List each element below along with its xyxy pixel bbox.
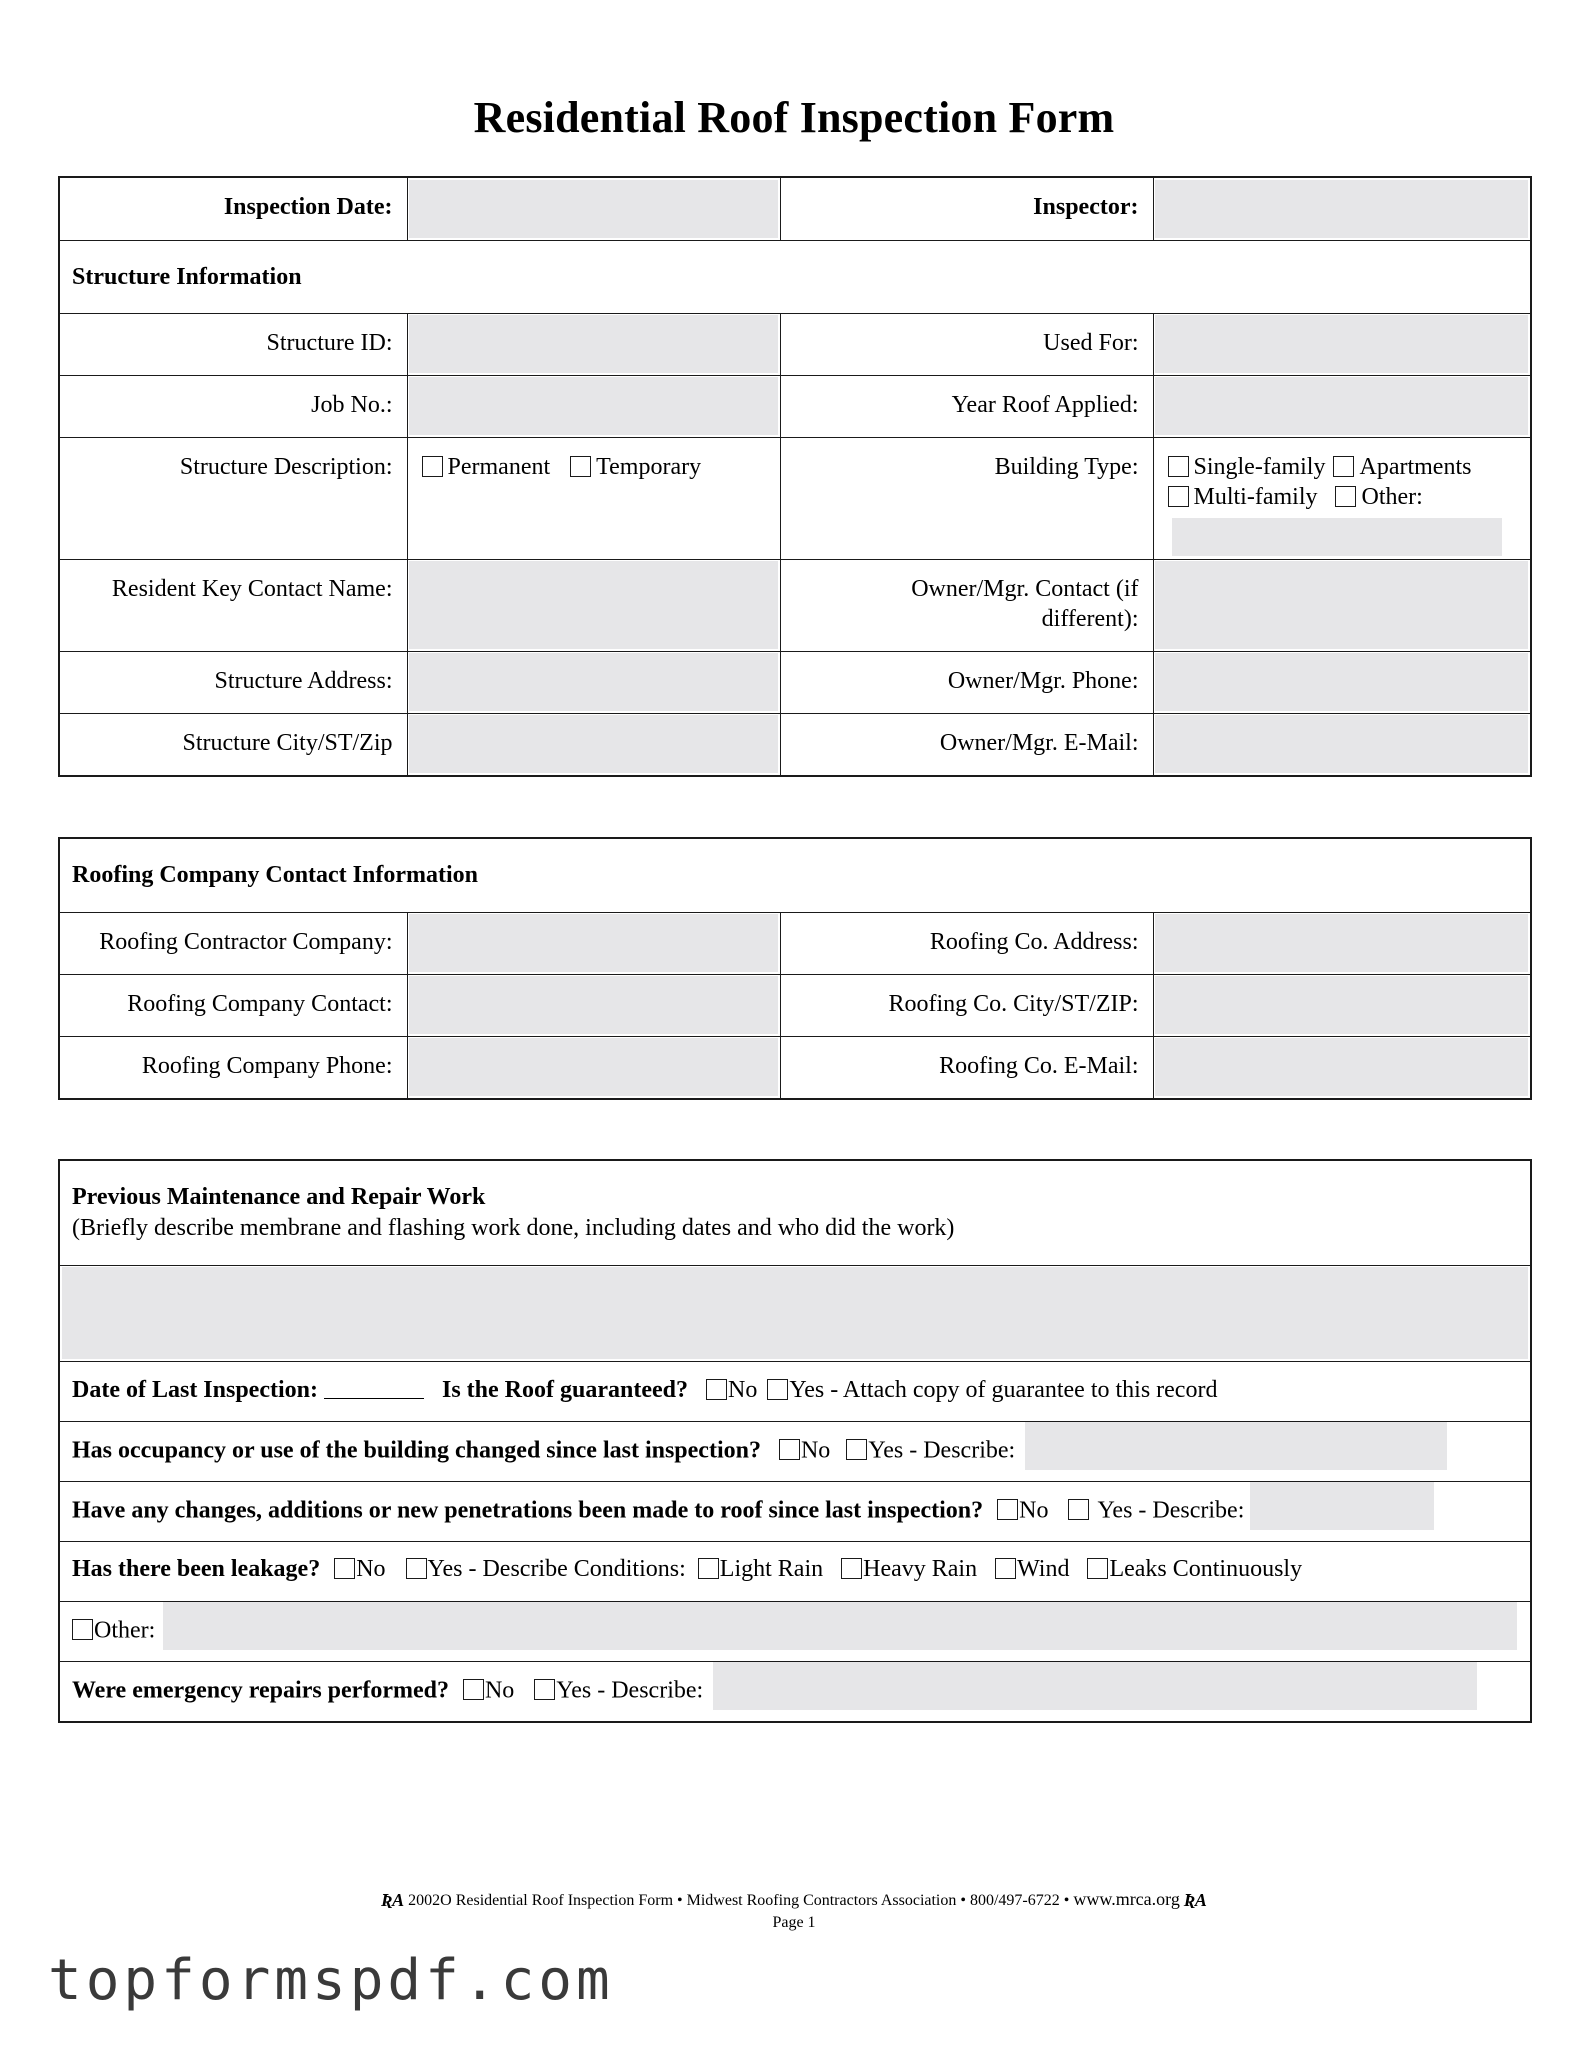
roofing-contact-label: Roofing Company Contact: [60, 974, 407, 1036]
emergency-question: Were emergency repairs performed? [72, 1677, 449, 1704]
multi-family-checkbox[interactable] [1168, 486, 1189, 507]
permanent-label: Permanent [447, 453, 551, 480]
changes-no-label: No [1019, 1497, 1049, 1524]
footer-line: 2002O Residential Roof Inspection Form • Midwest Roofing Contractors Association • 800/497-6722 • [408, 1892, 1070, 1909]
roofing-company-field[interactable] [407, 912, 780, 974]
occupancy-describe-field[interactable] [1025, 1422, 1447, 1470]
owner-email-field[interactable] [1153, 713, 1530, 775]
roofing-address-field[interactable] [1153, 912, 1530, 974]
guaranteed-no-label: No [728, 1376, 758, 1403]
other-leak-label: Other: [94, 1617, 156, 1644]
emergency-no-label: No [484, 1677, 515, 1704]
changes-question: Have any changes, additions or new penetrations been made to roof since last inspection? [72, 1497, 984, 1524]
occupancy-question: Has occupancy or use of the building changed since last inspection? [72, 1437, 761, 1464]
roofing-phone-field[interactable] [407, 1036, 780, 1098]
structure-city-field[interactable] [407, 713, 780, 775]
leaks-continuously-label: Leaks Continuously [1109, 1555, 1303, 1582]
temporary-checkbox[interactable] [570, 456, 591, 477]
watermark: topformspdf.com [48, 1948, 614, 2013]
single-family-checkbox[interactable] [1168, 456, 1189, 477]
leakage-question: Has there been leakage? [72, 1555, 321, 1582]
changes-row [60, 1481, 1530, 1541]
other-leak-checkbox[interactable] [72, 1619, 93, 1640]
single-family-label: Single-family [1193, 453, 1326, 480]
roofing-contact-field[interactable] [407, 974, 780, 1036]
occupancy-no-label: No [800, 1437, 831, 1464]
resident-contact-label: Resident Key Contact Name: [60, 559, 407, 651]
job-no-field[interactable] [407, 375, 780, 437]
roofing-phone-label: Roofing Company Phone: [60, 1036, 407, 1098]
last-inspection-row [60, 1361, 1530, 1421]
other-building-checkbox[interactable] [1335, 486, 1356, 507]
structure-section [58, 176, 1532, 777]
heavy-rain-label: Heavy Rain [863, 1555, 978, 1582]
guaranteed-yes-checkbox[interactable] [767, 1379, 788, 1400]
other-leak-field[interactable] [163, 1602, 1517, 1650]
light-rain-checkbox[interactable] [698, 1558, 719, 1579]
wind-label: Wind [1017, 1555, 1070, 1582]
guaranteed-question: Is the Roof guaranteed? [442, 1376, 688, 1403]
occupancy-yes-label: Yes - Describe: [868, 1437, 1016, 1464]
roofing-company-label: Roofing Contractor Company: [60, 912, 407, 974]
structure-city-label: Structure City/ST/Zip [60, 713, 407, 775]
multi-family-label: Multi-family [1193, 483, 1318, 510]
roofing-address-label: Roofing Co. Address: [780, 912, 1153, 974]
maintenance-heading: Previous Maintenance and Repair Work [72, 1184, 486, 1210]
light-rain-label: Light Rain [719, 1555, 824, 1582]
year-roof-field[interactable] [1153, 375, 1530, 437]
footer-url[interactable]: www.mrca.org [1073, 1889, 1180, 1909]
owner-contact-field[interactable] [1153, 559, 1530, 651]
other-row [60, 1601, 1530, 1661]
maintenance-heading-cell [60, 1161, 1530, 1265]
last-inspection-label: Date of Last Inspection: [72, 1376, 318, 1403]
apartments-label: Apartments [1359, 453, 1472, 480]
inspection-date-field[interactable] [407, 178, 780, 240]
emergency-describe-field[interactable] [713, 1662, 1477, 1710]
owner-email-label: Owner/Mgr. E-Mail: [780, 713, 1153, 775]
changes-describe-field[interactable] [1250, 1482, 1434, 1530]
inspector-field[interactable] [1153, 178, 1530, 240]
mrca-logo-icon: ƦA [381, 1890, 405, 1910]
structure-description-options [407, 437, 780, 559]
form-title: Residential Roof Inspection Form [473, 93, 1115, 142]
leaks-continuously-checkbox[interactable] [1087, 1558, 1108, 1579]
mrca-logo-icon-right: ƦA [1183, 1890, 1207, 1910]
building-type-label: Building Type: [780, 437, 1153, 559]
roofing-city-label: Roofing Co. City/ST/ZIP: [780, 974, 1153, 1036]
used-for-field[interactable] [1153, 313, 1530, 375]
leakage-yes-label: Yes - Describe Conditions: [427, 1555, 686, 1582]
permanent-checkbox[interactable] [422, 456, 443, 477]
job-no-label: Job No.: [60, 375, 407, 437]
other-building-label: Other: [1361, 483, 1423, 510]
wind-checkbox[interactable] [995, 1558, 1016, 1579]
emergency-no-checkbox[interactable] [463, 1679, 484, 1700]
guaranteed-no-checkbox[interactable] [706, 1379, 727, 1400]
maintenance-section [58, 1159, 1532, 1723]
roofing-section [58, 837, 1532, 1100]
maintenance-subheading: (Briefly describe membrane and flashing work done, including dates and who did the work) [72, 1215, 955, 1241]
structure-id-field[interactable] [407, 313, 780, 375]
apartments-checkbox[interactable] [1333, 456, 1354, 477]
roofing-heading: Roofing Company Contact Information [60, 839, 1530, 912]
emergency-yes-label: Yes - Describe: [556, 1677, 704, 1704]
inspector-label: Inspector: [780, 178, 1153, 240]
resident-contact-field[interactable] [407, 559, 780, 651]
emergency-row [60, 1661, 1530, 1721]
year-roof-label: Year Roof Applied: [780, 375, 1153, 437]
structure-address-field[interactable] [407, 651, 780, 713]
occupancy-yes-checkbox[interactable] [846, 1439, 867, 1460]
owner-phone-field[interactable] [1153, 651, 1530, 713]
structure-description-label: Structure Description: [60, 437, 407, 559]
other-building-field[interactable] [1172, 518, 1502, 556]
owner-contact-label: Owner/Mgr. Contact (if different): [780, 559, 1153, 651]
maintenance-description-field[interactable] [60, 1265, 1530, 1361]
owner-phone-label: Owner/Mgr. Phone: [780, 651, 1153, 713]
leakage-no-checkbox[interactable] [334, 1558, 355, 1579]
heavy-rain-checkbox[interactable] [841, 1558, 862, 1579]
temporary-label: Temporary [596, 453, 702, 480]
occupancy-no-checkbox[interactable] [779, 1439, 800, 1460]
inspection-date-label: Inspection Date: [60, 178, 407, 240]
leakage-no-label: No [356, 1555, 386, 1582]
last-inspection-field[interactable] [324, 1374, 424, 1399]
structure-id-label: Structure ID: [60, 313, 407, 375]
changes-yes-label: Yes - Describe: [1097, 1497, 1245, 1524]
building-type-options [1153, 437, 1530, 559]
used-for-label: Used For: [780, 313, 1153, 375]
structure-address-label: Structure Address: [60, 651, 407, 713]
page-number: Page 1 [772, 1914, 816, 1931]
occupancy-row [60, 1421, 1530, 1481]
guaranteed-yes-label: Yes - Attach copy of guarantee to this record [789, 1376, 1218, 1403]
emergency-yes-checkbox[interactable] [534, 1679, 555, 1700]
changes-no-checkbox[interactable] [997, 1499, 1018, 1520]
roofing-city-field[interactable] [1153, 974, 1530, 1036]
changes-yes-checkbox[interactable] [1068, 1499, 1089, 1520]
leakage-yes-checkbox[interactable] [406, 1558, 427, 1579]
leakage-row [60, 1541, 1530, 1601]
roofing-email-label: Roofing Co. E-Mail: [780, 1036, 1153, 1098]
structure-heading: Structure Information [60, 240, 1530, 313]
roofing-email-field[interactable] [1153, 1036, 1530, 1098]
footer [0, 1888, 1588, 1934]
